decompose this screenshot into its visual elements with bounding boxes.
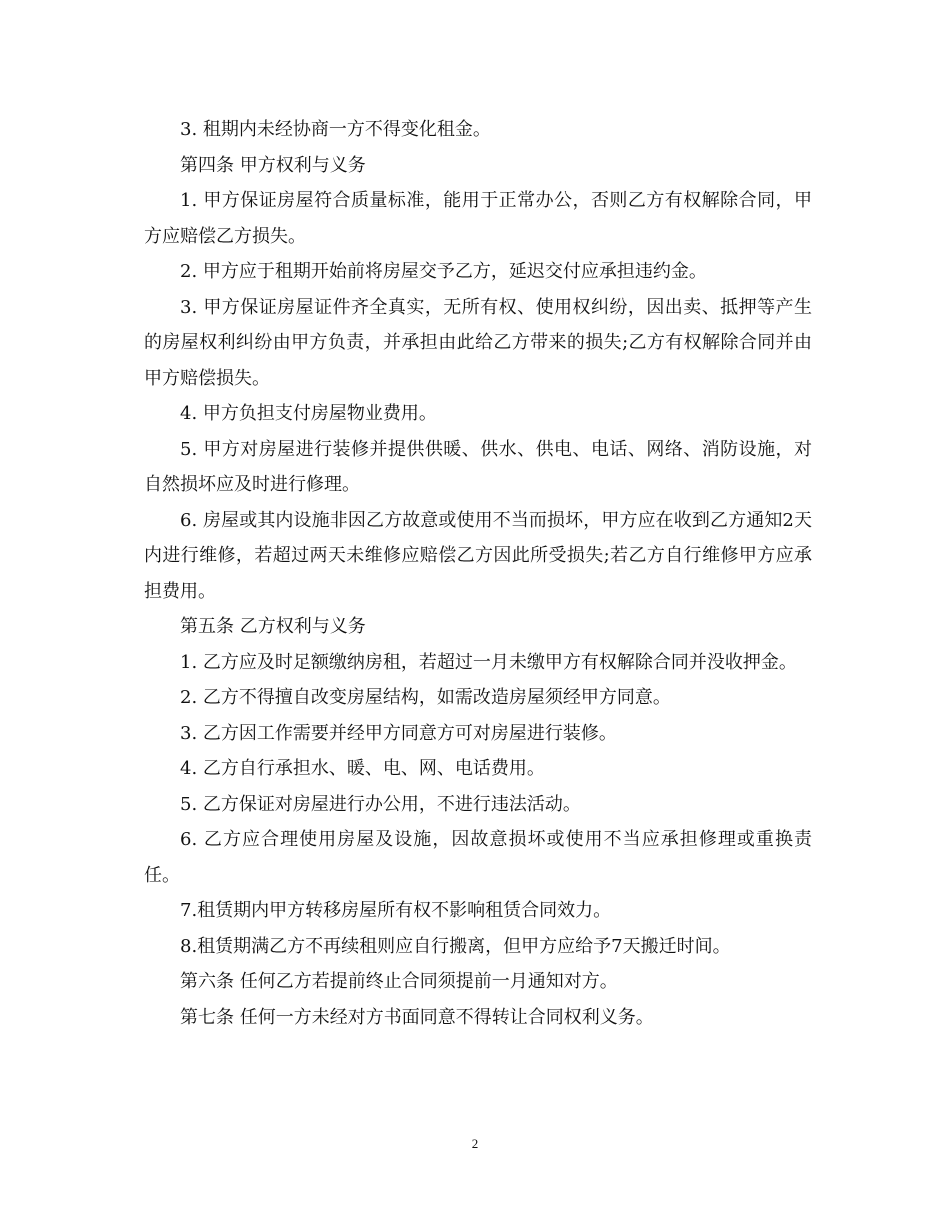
article-5-item-6: 6. 乙方应合理使用房屋及设施，因故意损坏或使用不当应承担修理或重换责任。 (144, 829, 812, 886)
article-6: 第六条 任何乙方若提前终止合同须提前一月通知对方。 (180, 971, 618, 992)
page-number: 2 (471, 1136, 479, 1151)
clause-3-rent-change: 3. 租期内未经协商一方不得变化租金。 (180, 119, 491, 140)
article-4-item-3: 3. 甲方保证房屋证件齐全真实，无所有权、使用权纠纷，因出卖、抵押等产生的房屋权利纠纷由甲方负责，并承担由此给乙方带来的损失;乙方有权解除合同并由甲方赔偿损失。 (144, 296, 812, 389)
article-5-item-1: 1. 乙方应及时足额缴纳房租，若超过一月未缴甲方有权解除合同并没收押金。 (180, 651, 797, 673)
article-5-item-4: 4. 乙方自行承担水、暖、电、网、电话费用。 (180, 758, 545, 779)
article-5-item-8: 8.租赁期满乙方不再续租则应自行搬离，但甲方应给予7天搬迁时间。 (180, 935, 731, 957)
article-5-item-3: 3. 乙方因工作需要并经甲方同意方可对房屋进行装修。 (180, 722, 617, 744)
article-4-heading: 第四条 甲方权利与义务 (180, 154, 366, 176)
article-5-item-7: 7.租赁期内甲方转移房屋所有权不影响租赁合同效力。 (180, 900, 612, 921)
article-4-item-2: 2. 甲方应于租期开始前将房屋交予乙方，延迟交付应承担违约金。 (180, 261, 707, 282)
article-4-item-5: 5. 甲方对房屋进行装修并提供供暖、供水、供电、电话、网络、消防设施，对自然损坏应及时进行修理。 (144, 438, 812, 495)
article-5-heading: 第五条 乙方权利与义务 (180, 616, 366, 637)
document-body (144, 112, 812, 1035)
article-4-item-4: 4. 甲方负担支付房屋物业费用。 (180, 403, 437, 424)
article-5-item-2: 2. 乙方不得擅自改变房屋结构，如需改造房屋须经甲方同意。 (180, 687, 671, 708)
article-4-item-6: 6. 房屋或其内设施非因乙方故意或使用不当而损坏，甲方应在收到乙方通知2天内进行维修，若超过两天未维修应赔偿乙方因此所受损失;若乙方自行维修甲方应承担费用。 (144, 509, 812, 602)
article-5-item-5: 5. 乙方保证对房屋进行办公用，不进行违法活动。 (180, 793, 581, 815)
article-7: 第七条 任何一方未经对方书面同意不得转让合同权利义务。 (180, 1006, 654, 1028)
article-4-item-1: 1. 甲方保证房屋符合质量标准，能用于正常办公，否则乙方有权解除合同，甲方应赔偿乙方损失。 (144, 190, 812, 247)
